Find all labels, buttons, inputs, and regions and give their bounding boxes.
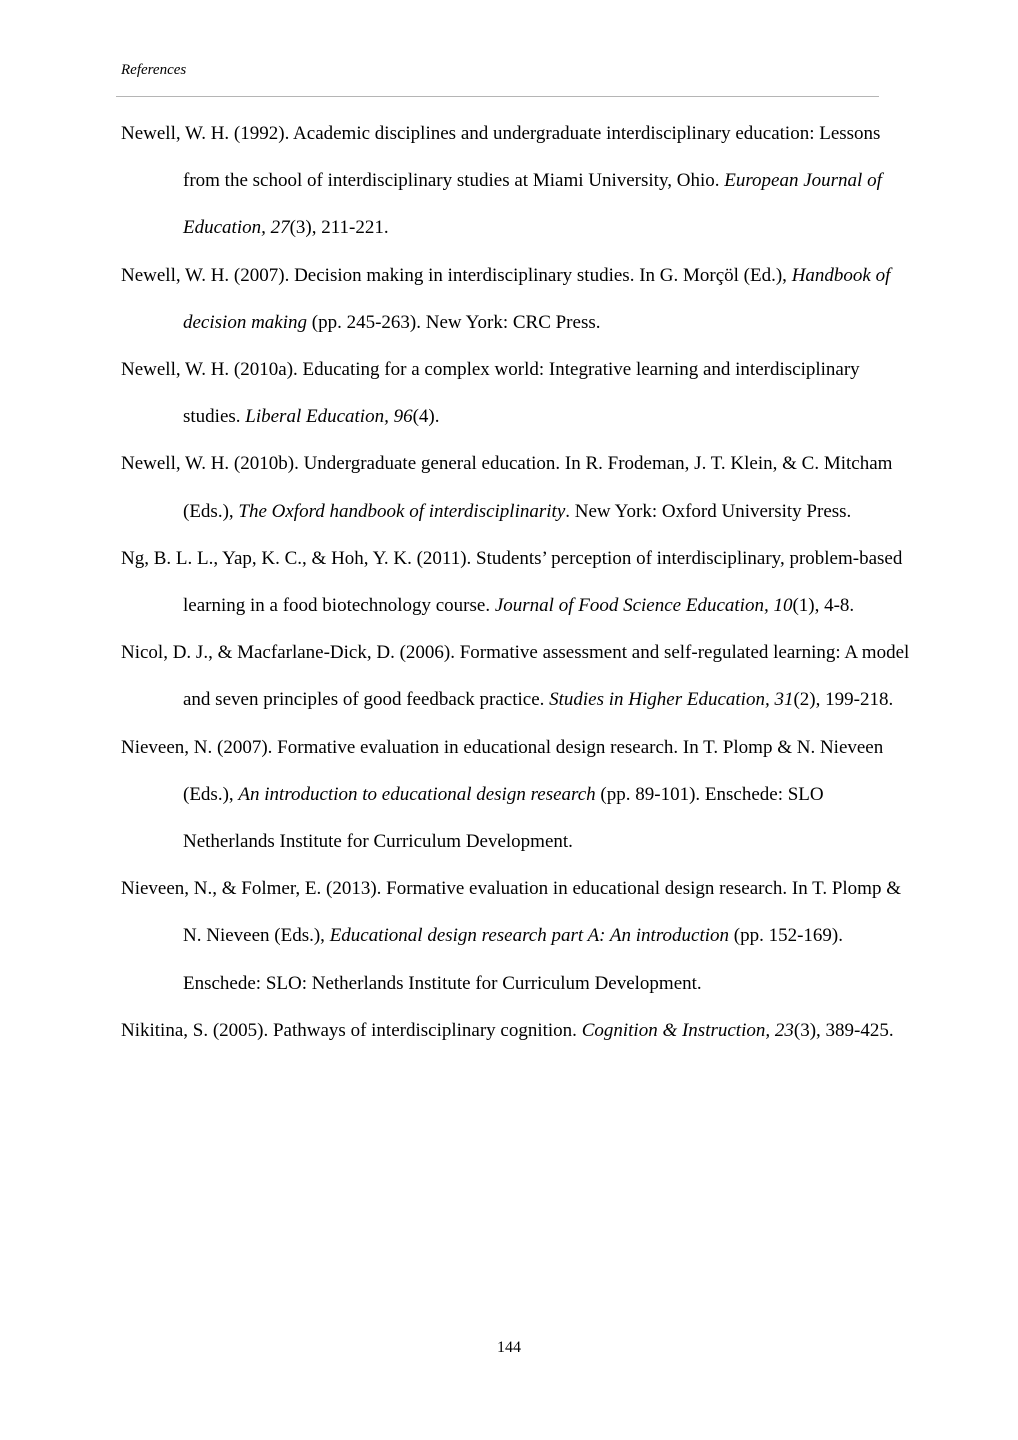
reference-text: Nicol, D. J., & Macfarlane-Dick, D. (2006). Formative assessment and self-regulated learning: A model and seven principles of good feedback practice. bbox=[121, 642, 910, 711]
reference-details: (3), 211-221. bbox=[289, 217, 389, 239]
reference-entry bbox=[121, 1007, 911, 1054]
reference-entry bbox=[121, 346, 911, 440]
reference-details: (pp. 245-263). New York: CRC Press. bbox=[307, 311, 601, 333]
running-header: References bbox=[121, 62, 187, 78]
reference-text: Nieveen, N., & Folmer, E. (2013). Formative evaluation in educational design research. In T. Plomp & N. Nieveen (Eds.), bbox=[121, 878, 901, 947]
reference-details: . New York: Oxford University Press. bbox=[565, 500, 852, 522]
reference-source-title: Liberal Education, 96 bbox=[245, 406, 413, 428]
reference-text: Newell, W. H. (2010b). Undergraduate general education. In R. Frodeman, J. T. Klein, & C. Mitcham (Eds.), bbox=[121, 453, 893, 522]
reference-source-title: Cognition & Instruction, 23 bbox=[581, 1019, 794, 1041]
reference-details: (pp. 152-169). Enschede: SLO: Netherlands Institute for Curriculum Development. bbox=[183, 925, 843, 994]
reference-source-title: Educational design research part A: An introduction bbox=[329, 925, 730, 947]
reference-source-title: An introduction to educational design research bbox=[238, 783, 596, 805]
reference-details: (pp. 89-101). Enschede: SLO Netherlands Institute for Curriculum Development. bbox=[183, 783, 824, 853]
reference-entry bbox=[121, 865, 911, 1007]
reference-entry bbox=[121, 110, 911, 252]
reference-entry bbox=[121, 724, 911, 866]
reference-source-title: Journal of Food Science Education, 10 bbox=[494, 595, 793, 617]
reference-list bbox=[121, 110, 911, 1054]
header-divider bbox=[116, 96, 879, 97]
reference-entry bbox=[121, 629, 911, 723]
reference-details: (1), 4-8. bbox=[792, 595, 855, 617]
page-number: 144 bbox=[497, 1339, 521, 1356]
reference-source-title: The Oxford handbook of interdisciplinarity bbox=[238, 500, 566, 522]
reference-source-title: Handbook of decision making bbox=[183, 264, 891, 333]
reference-text: Newell, W. H. (2010a). Educating for a complex world: Integrative learning and interdisciplinary studies. bbox=[121, 359, 860, 428]
reference-text: Nieveen, N. (2007). Formative evaluation in educational design research. In T. Plomp & N. Nieveen (Eds.), bbox=[121, 736, 884, 805]
reference-details: (3), 389-425. bbox=[793, 1019, 894, 1041]
reference-entry bbox=[121, 440, 911, 534]
reference-details: (2), 199-218. bbox=[793, 689, 894, 711]
reference-text: Ng, B. L. L., Yap, K. C., & Hoh, Y. K. (2011). Students’ perception of interdisciplinary, problem-based learning in a food biotechnology course. bbox=[121, 547, 903, 617]
reference-entry bbox=[121, 252, 911, 346]
reference-source-title: Studies in Higher Education, 31 bbox=[549, 689, 794, 711]
reference-text: Nikitina, S. (2005). Pathways of interdisciplinary cognition. bbox=[121, 1019, 582, 1041]
reference-text: Newell, W. H. (1992). Academic disciplines and undergraduate interdisciplinary education: Lessons from the school of interdisciplinary studies at Miami University, Ohio. bbox=[121, 123, 881, 192]
reference-source-title: European Journal of Education, 27 bbox=[183, 170, 882, 239]
reference-text: Newell, W. H. (2007). Decision making in interdisciplinary studies. In G. Morçöl (Ed.), bbox=[121, 264, 792, 286]
reference-details: (4). bbox=[412, 406, 440, 428]
reference-entry bbox=[121, 535, 911, 629]
